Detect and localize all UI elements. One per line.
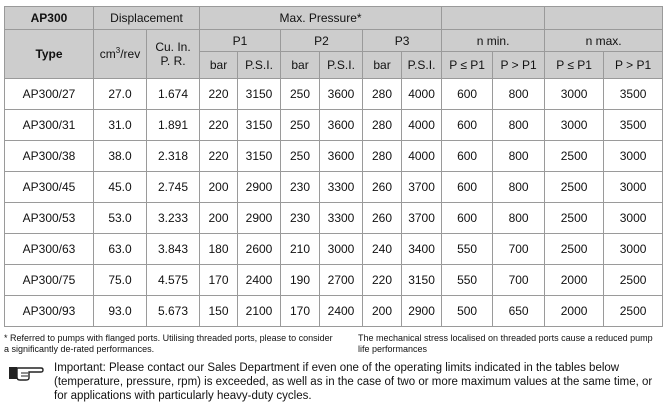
cu-in-header (147, 30, 200, 79)
cell-nmax-gt: 3500 (604, 110, 663, 141)
cell-cuin: 1.891 (147, 110, 200, 141)
pointing-hand-icon (8, 363, 44, 381)
cu-in-label: Cu. In. (155, 40, 191, 54)
cm3-suffix: /rev (120, 47, 141, 61)
cell-p3-psi: 4000 (402, 141, 442, 172)
cell-nmin-le: 600 (442, 172, 493, 203)
cell-nmax-le: 3000 (545, 79, 604, 110)
cell-p3-bar: 260 (363, 203, 402, 234)
cell-nmin-gt: 800 (493, 172, 545, 203)
table-row (5, 234, 663, 265)
cell-p2-psi: 3600 (320, 79, 363, 110)
table-row (5, 265, 663, 296)
nmax-gt-header: P > P1 (604, 52, 663, 79)
cell-nmin-le: 600 (442, 203, 493, 234)
cell-p3-psi: 3400 (402, 234, 442, 265)
cell-nmax-le: 2500 (545, 141, 604, 172)
cell-type: AP300/45 (5, 172, 94, 203)
cell-p1-psi: 2900 (238, 203, 281, 234)
cell-p3-psi: 4000 (402, 79, 442, 110)
cell-p1-psi: 2600 (238, 234, 281, 265)
cell-p2-psi: 2400 (320, 296, 363, 327)
cell-cuin: 3.843 (147, 234, 200, 265)
p3-bar-header: bar (363, 52, 402, 79)
cell-cuin: 2.318 (147, 141, 200, 172)
cell-type: AP300/27 (5, 79, 94, 110)
cell-p2-psi: 3300 (320, 203, 363, 234)
p3-psi-header: P.S.I. (402, 52, 442, 79)
cell-p3-bar: 260 (363, 172, 402, 203)
cell-p3-bar: 200 (363, 296, 402, 327)
cell-nmin-gt: 700 (493, 234, 545, 265)
cell-p3-psi: 3700 (402, 172, 442, 203)
cell-p2-psi: 3600 (320, 110, 363, 141)
cell-type: AP300/93 (5, 296, 94, 327)
cell-cuin: 3.233 (147, 203, 200, 234)
cell-p2-psi: 3600 (320, 141, 363, 172)
cell-p2-bar: 250 (281, 79, 320, 110)
cell-nmin-le: 600 (442, 79, 493, 110)
p2-bar-header: bar (281, 52, 320, 79)
cell-nmax-le: 2000 (545, 265, 604, 296)
cell-nmin-le: 550 (442, 265, 493, 296)
cell-nmin-gt: 800 (493, 79, 545, 110)
p3-header: P3 (363, 30, 442, 52)
cell-p3-psi: 2900 (402, 296, 442, 327)
cell-cm3: 38.0 (94, 141, 147, 172)
table-row (5, 203, 663, 234)
cell-p2-bar: 170 (281, 296, 320, 327)
nmax-le-header: P ≤ P1 (545, 52, 604, 79)
cell-p1-psi: 2100 (238, 296, 281, 327)
cell-p1-bar: 220 (200, 110, 238, 141)
cell-nmin-gt: 800 (493, 203, 545, 234)
cell-p2-bar: 230 (281, 203, 320, 234)
nmin-le-header: P ≤ P1 (442, 52, 493, 79)
cell-p3-bar: 240 (363, 234, 402, 265)
cell-nmin-le: 500 (442, 296, 493, 327)
table-row (5, 141, 663, 172)
nmin-spacer-header (442, 7, 545, 30)
nmax-spacer-header (545, 7, 663, 30)
cell-p2-psi: 3000 (320, 234, 363, 265)
cell-p2-bar: 250 (281, 110, 320, 141)
cell-nmin-gt: 650 (493, 296, 545, 327)
cell-cuin: 4.575 (147, 265, 200, 296)
table-body (5, 79, 663, 327)
cell-cm3: 45.0 (94, 172, 147, 203)
cell-p1-bar: 180 (200, 234, 238, 265)
cell-p3-psi: 3150 (402, 265, 442, 296)
cell-nmax-le: 2500 (545, 234, 604, 265)
cell-cm3: 27.0 (94, 79, 147, 110)
cell-type: AP300/63 (5, 234, 94, 265)
p1-psi-header: P.S.I. (238, 52, 281, 79)
cell-cuin: 5.673 (147, 296, 200, 327)
type-header: Type (5, 30, 94, 79)
cell-nmax-le: 2500 (545, 172, 604, 203)
table-row (5, 296, 663, 327)
header-row-2 (5, 30, 663, 52)
cell-nmax-le: 3000 (545, 110, 604, 141)
cell-nmin-gt: 800 (493, 141, 545, 172)
cell-p2-bar: 210 (281, 234, 320, 265)
p1-header: P1 (200, 30, 281, 52)
cell-nmax-gt: 2500 (604, 265, 663, 296)
table-row (5, 172, 663, 203)
cell-nmin-le: 550 (442, 234, 493, 265)
cm3-superscript: 3 (115, 46, 121, 55)
table-row (5, 79, 663, 110)
important-text: Important: Please contact our Sales Department if even one of the operating limits indicated in the tables below (temperature, pressure, rpm) is exceeded, as well as in the case of two or more maximum values at the same time, or for applications with particularly heavy-duty cycles. (54, 362, 653, 402)
cell-nmin-gt: 800 (493, 110, 545, 141)
footnote-flanged-ports: * Referred to pumps with flanged ports. Utilising threaded ports, please to consider a significantly de-rated performances. (4, 333, 333, 354)
cell-p3-bar: 220 (363, 265, 402, 296)
header-row-1 (5, 7, 663, 30)
cell-p3-psi: 3700 (402, 203, 442, 234)
cell-cm3: 53.0 (94, 203, 147, 234)
cell-nmin-gt: 700 (493, 265, 545, 296)
cell-nmax-gt: 3500 (604, 79, 663, 110)
cell-p1-psi: 2900 (238, 172, 281, 203)
cell-cm3: 93.0 (94, 296, 147, 327)
displacement-header: Displacement (94, 7, 200, 30)
table-row (5, 110, 663, 141)
cm3-unit: cm (99, 47, 116, 61)
cell-cuin: 2.745 (147, 172, 200, 203)
footnote-threaded-ports: The mechanical stress localised on threaded ports cause a reduced pump life performances (358, 333, 653, 354)
pr-label: P. R. (160, 54, 186, 68)
cell-p1-bar: 200 (200, 203, 238, 234)
cell-nmax-gt: 2500 (604, 296, 663, 327)
nmin-gt-header: P > P1 (493, 52, 545, 79)
cell-p1-psi: 3150 (238, 141, 281, 172)
cell-p3-psi: 4000 (402, 110, 442, 141)
p2-header: P2 (281, 30, 363, 52)
cell-type: AP300/75 (5, 265, 94, 296)
cell-nmax-gt: 3000 (604, 234, 663, 265)
cell-type: AP300/31 (5, 110, 94, 141)
cell-nmin-le: 600 (442, 141, 493, 172)
performance-table (4, 6, 663, 327)
nmax-header: n max. (545, 30, 663, 52)
cell-nmax-gt: 3000 (604, 203, 663, 234)
cell-p1-bar: 150 (200, 296, 238, 327)
cell-p2-psi: 2700 (320, 265, 363, 296)
cm3-header (94, 30, 147, 79)
cell-p1-psi: 3150 (238, 110, 281, 141)
cell-p1-bar: 220 (200, 79, 238, 110)
p2-psi-header: P.S.I. (320, 52, 363, 79)
cell-nmax-le: 2000 (545, 296, 604, 327)
cell-p2-bar: 190 (281, 265, 320, 296)
cell-nmin-le: 600 (442, 110, 493, 141)
cell-p3-bar: 280 (363, 141, 402, 172)
cell-type: AP300/53 (5, 203, 94, 234)
cell-p2-bar: 230 (281, 172, 320, 203)
cell-p1-bar: 200 (200, 172, 238, 203)
cell-nmax-gt: 3000 (604, 172, 663, 203)
cell-nmax-le: 2500 (545, 203, 604, 234)
cell-p3-bar: 280 (363, 110, 402, 141)
cell-cm3: 31.0 (94, 110, 147, 141)
nmin-header: n min. (442, 30, 545, 52)
cell-p2-psi: 3300 (320, 172, 363, 203)
p1-bar-header: bar (200, 52, 238, 79)
max-pressure-header: Max. Pressure* (200, 7, 442, 30)
model-header: AP300 (5, 7, 94, 30)
cell-nmax-gt: 3000 (604, 141, 663, 172)
cell-cm3: 63.0 (94, 234, 147, 265)
cell-p1-psi: 3150 (238, 79, 281, 110)
cell-p1-psi: 2400 (238, 265, 281, 296)
cell-p1-bar: 170 (200, 265, 238, 296)
cell-p1-bar: 220 (200, 141, 238, 172)
cell-type: AP300/38 (5, 141, 94, 172)
cell-cm3: 75.0 (94, 265, 147, 296)
cell-p3-bar: 280 (363, 79, 402, 110)
cell-cuin: 1.674 (147, 79, 200, 110)
cell-p2-bar: 250 (281, 141, 320, 172)
